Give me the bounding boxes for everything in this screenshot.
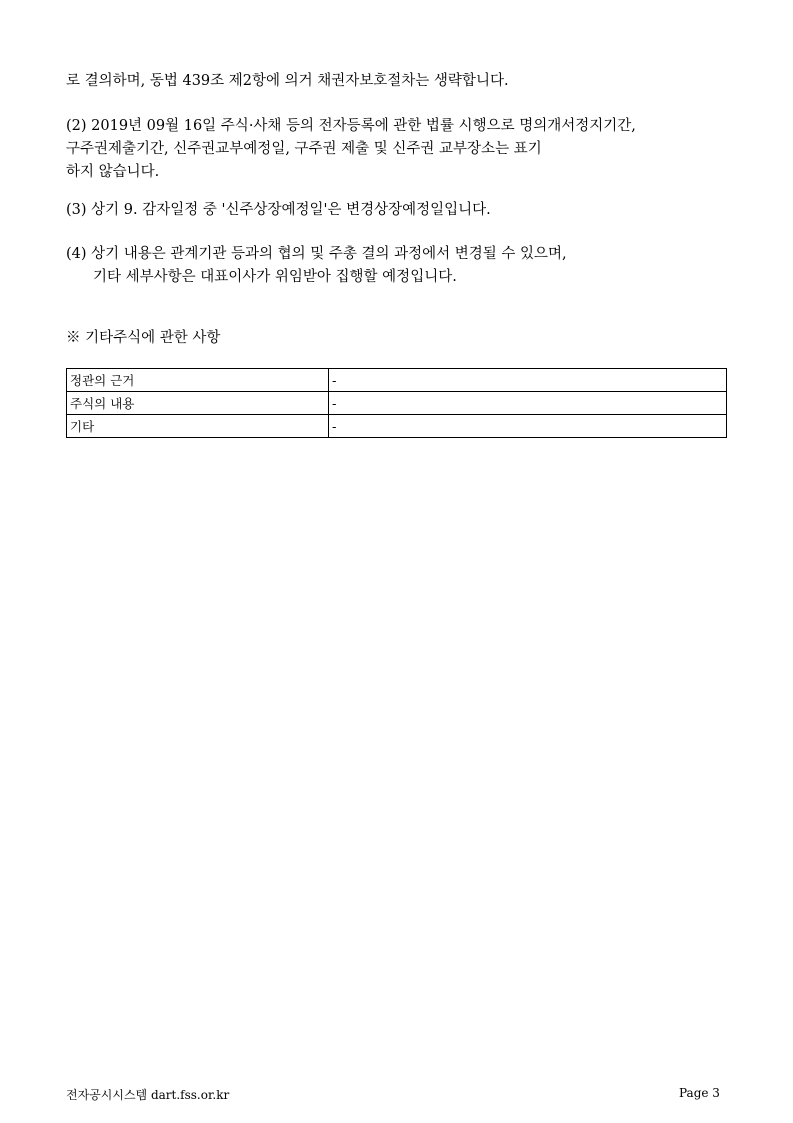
text-line: (3) 상기 9. 감자일정 중 '신주상장예정일'은 변경상장예정일입니다. bbox=[66, 202, 491, 218]
footer-page-number: Page 3 bbox=[679, 1086, 720, 1100]
table-cell-value: - bbox=[329, 415, 727, 438]
table-cell-value: - bbox=[329, 392, 727, 415]
text-line: ※ 기타주식에 관한 사항 bbox=[66, 330, 221, 346]
text-line: 기타 세부사항은 대표이사가 위임받아 집행할 예정입니다. bbox=[93, 269, 457, 285]
table-row bbox=[67, 415, 727, 438]
table-cell-label: 기타 bbox=[67, 415, 329, 438]
table-row bbox=[67, 369, 727, 392]
text-line: 로 결의하며, 동법 439조 제2항에 의거 채권자보호절차는 생략합니다. bbox=[66, 73, 509, 89]
paragraph-note-2 bbox=[66, 115, 746, 184]
text-line: 하지 않습니다. bbox=[66, 164, 160, 180]
paragraph-note-4 bbox=[66, 243, 746, 289]
table-cell-label: 주식의 내용 bbox=[67, 392, 329, 415]
table-cell-value: - bbox=[329, 369, 727, 392]
text-line: (2) 2019년 09월 16일 주식·사채 등의 전자등록에 관한 법률 시행으로 명의개서정지기간, bbox=[66, 118, 636, 134]
text-line: 구주권제출기간, 신주권교부예정일, 구주권 제출 및 신주권 교부장소는 표기 bbox=[66, 141, 542, 157]
table-row bbox=[67, 392, 727, 415]
table-cell-label: 정관의 근거 bbox=[67, 369, 329, 392]
other-shares-table bbox=[66, 368, 727, 438]
text-line: (4) 상기 내용은 관계기관 등과의 협의 및 주총 결의 과정에서 변경될 수 있으며, bbox=[66, 246, 567, 262]
paragraph-note-3 bbox=[66, 199, 746, 222]
footer-source: 전자공시시스템 dart.fss.or.kr bbox=[66, 1088, 230, 1102]
paragraph-creditor-protection bbox=[66, 70, 746, 93]
section-heading-other-shares bbox=[66, 327, 746, 350]
